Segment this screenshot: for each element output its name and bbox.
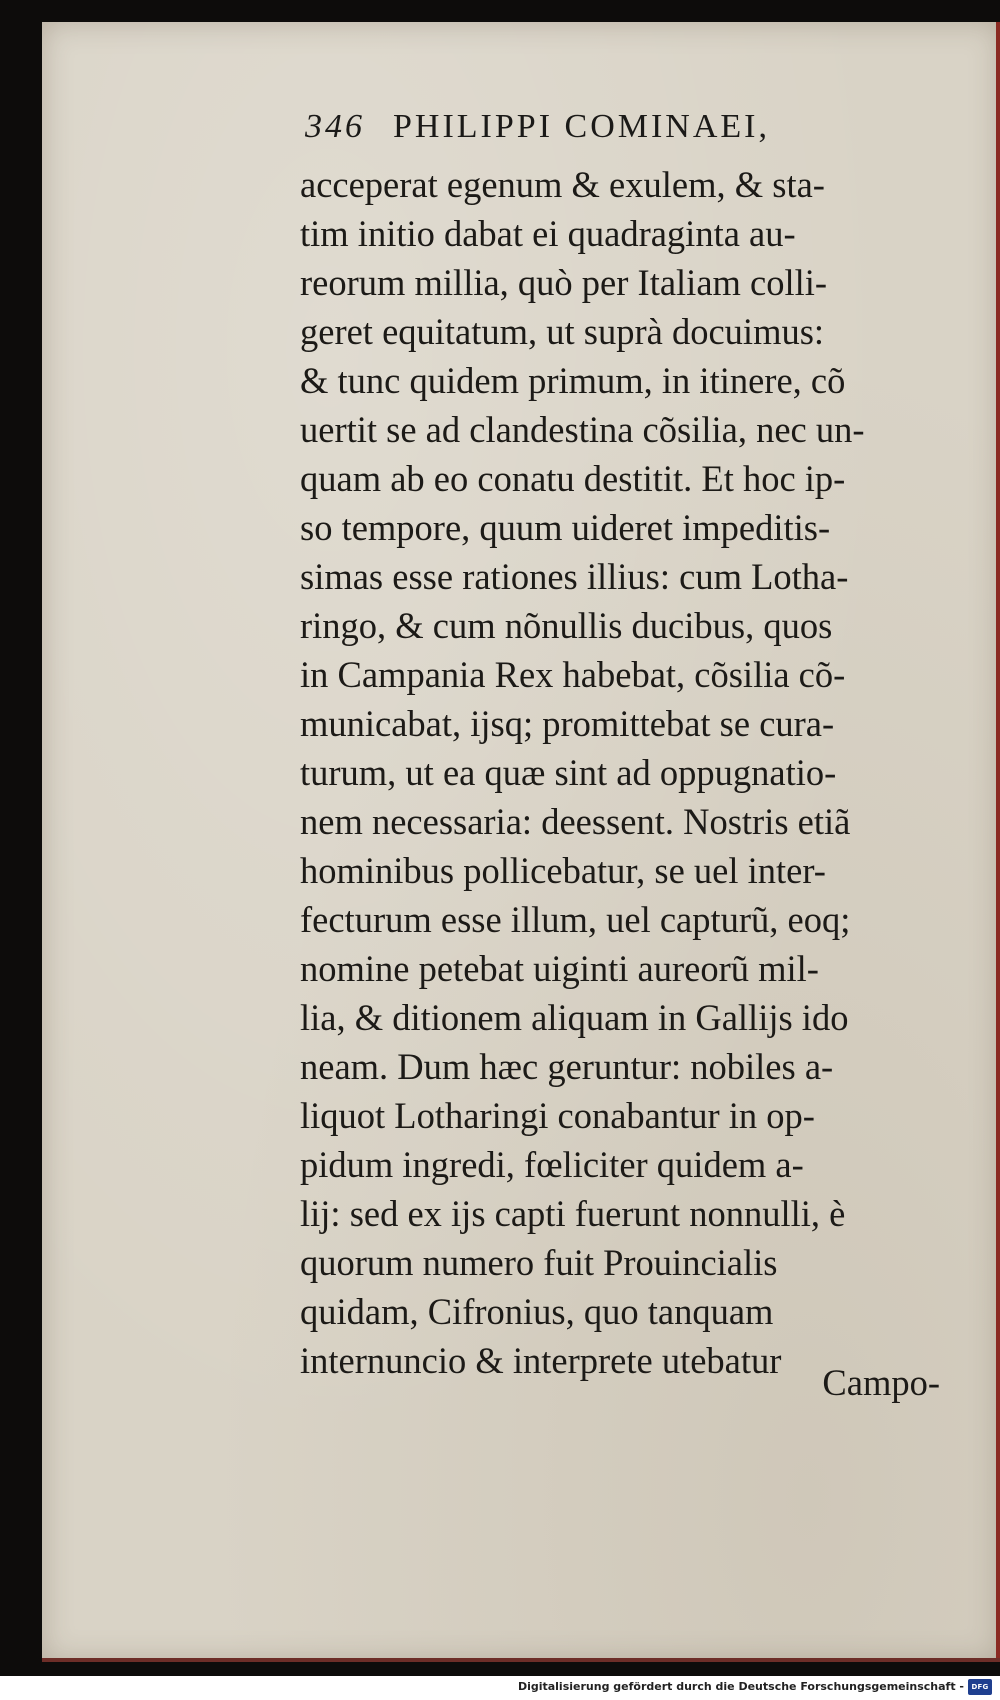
text-line: pidum ingredi, fœliciter quidem a- [300, 1144, 804, 1185]
text-line: turum, ut ea quæ sint ad oppugnatio- [300, 752, 837, 793]
text-line: uertit se ad clandestina cõsilia, nec un- [300, 409, 865, 450]
dfg-logo-icon [968, 1679, 992, 1695]
text-line: hominibus pollicebatur, se uel inter- [300, 850, 826, 891]
dfg-logo-text: DFG [971, 1683, 989, 1691]
text-line: & tunc quidem primum, in itinere, cõ [300, 360, 846, 401]
text-line: reorum millia, quò per Italiam colli- [300, 262, 828, 303]
text-line: liquot Lotharingi conabantur in op- [300, 1095, 815, 1136]
page-number: 346 [305, 108, 365, 145]
running-head [305, 108, 945, 154]
text-line: ringo, & cum nõnullis ducibus, quos [300, 605, 833, 646]
page-edge [996, 22, 1000, 1662]
text-line: internuncio & interprete utebatur [300, 1340, 782, 1381]
text-block [300, 160, 972, 1385]
footer-credit: Digitalisierung gefördert durch die Deutsche Forschungsgemeinschaft - [517, 1680, 964, 1693]
text-line: quidam, Cifronius, quo tanquam [300, 1291, 774, 1332]
text-line: fecturum esse illum, uel capturũ, eoq; [300, 899, 851, 940]
page-bottom-edge [42, 1658, 1000, 1662]
text-line: nem necessaria: deessent. Nostris etiã [300, 801, 851, 842]
text-line: acceperat egenum & exulem, & sta- [300, 164, 825, 205]
text-line: simas esse rationes illius: cum Lotha- [300, 556, 849, 597]
text-line: neam. Dum hæc geruntur: nobiles a- [300, 1046, 834, 1087]
running-head-title: PHILIPPI COMINAEI, [393, 108, 770, 145]
text-line: lia, & ditionem aliquam in Gallijs ido [300, 997, 849, 1038]
catchword: Campo- [822, 1362, 940, 1403]
text-line: lij: sed ex ijs capti fuerunt nonnulli, è [300, 1193, 846, 1234]
text-line: quorum numero fuit Prouincialis [300, 1242, 778, 1283]
text-line: nomine petebat uiginti aureorũ mil- [300, 948, 819, 989]
text-line: so tempore, quum uideret impeditis- [300, 507, 831, 548]
text-line: tim initio dabat ei quadraginta au- [300, 213, 796, 254]
text-line: quam ab eo conatu destitit. Et hoc ip- [300, 458, 846, 499]
footer-bar [0, 1676, 1000, 1700]
text-line: in Campania Rex habebat, cõsilia cõ- [300, 654, 846, 695]
text-line: geret equitatum, ut suprà docuimus: [300, 311, 825, 352]
text-line: municabat, ijsq; promittebat se cura- [300, 703, 835, 744]
